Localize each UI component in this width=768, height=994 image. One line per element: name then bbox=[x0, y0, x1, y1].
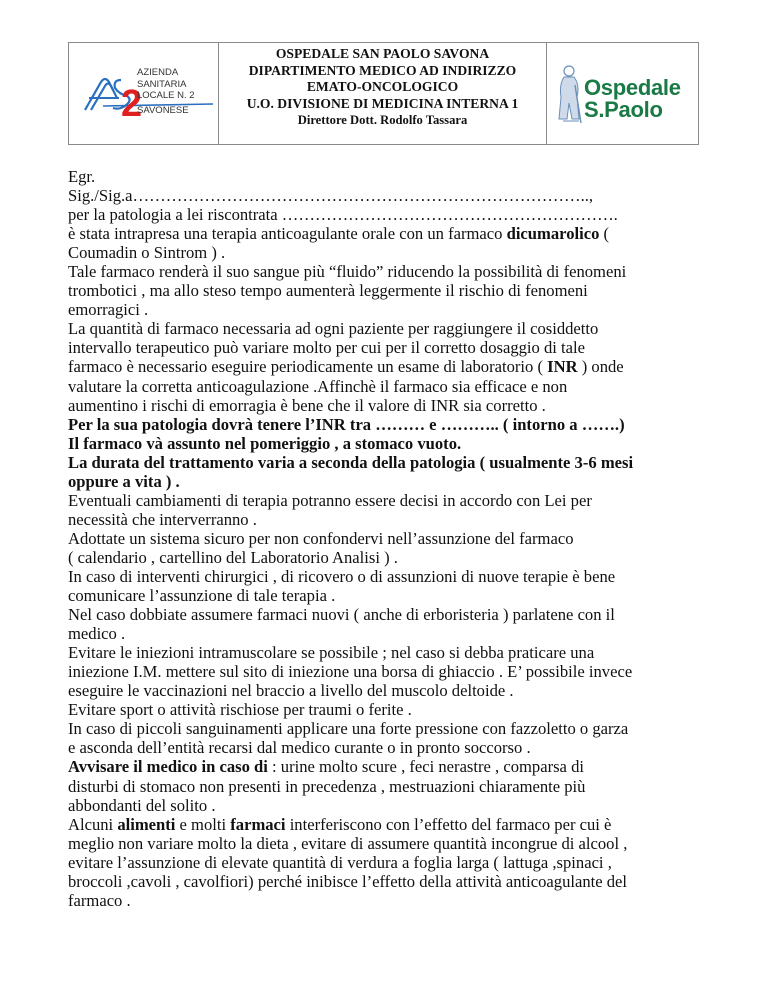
text-line: meglio non variare molto la dieta , evitare di assumere quantità incongrue di alcool , bbox=[68, 833, 628, 853]
text-line: necessità che interverranno . bbox=[68, 509, 257, 529]
asl-logo-cell bbox=[69, 43, 219, 144]
director-name: Direttore Dott. Rodolfo Tassara bbox=[297, 113, 468, 127]
ospedale-logo-cell bbox=[547, 43, 698, 144]
text-line: evitare l’assunzione di elevate quantità di verdura a foglia larga ( lattuga ,spinaci , bbox=[68, 852, 612, 872]
unit-name: U.O. DIVISIONE DI MEDICINA INTERNA 1 bbox=[246, 95, 519, 111]
text-line: valutare la corretta anticoagulazione .Affinchè il farmaco sia efficace e non bbox=[68, 376, 568, 396]
text-line: trombotici , ma allo steso tempo aumenterà leggermente il rischio di fenomeni bbox=[68, 281, 588, 301]
treatment-duration-line-2: oppure a vita ) . bbox=[68, 471, 180, 491]
text-line: medico . bbox=[68, 624, 126, 644]
svg-text:2: 2 bbox=[121, 83, 143, 118]
asl-line-sanitaria: SANITARIA bbox=[137, 78, 187, 90]
ospedale-san-paolo-logo-text bbox=[584, 77, 681, 121]
asl-line-azienda: AZIENDA bbox=[137, 67, 179, 78]
text-line: ( calendario , cartellino del Laboratorio Analisi ) . bbox=[68, 547, 398, 567]
letterhead-title-cell bbox=[219, 43, 547, 144]
text-line: Avvisare il medico in caso di : urine molto scure , feci nerastre , comparsa di bbox=[68, 757, 584, 777]
bold-inr: INR bbox=[547, 357, 578, 377]
bold-dicumarolico: dicumarolico bbox=[506, 224, 600, 244]
text-line: Adottate un sistema sicuro per non confondervi nell’assunzione del farmaco bbox=[68, 528, 574, 548]
text-line: è stata intrapresa una terapia anticoagulante orale con un farmaco dicumarolico ( bbox=[68, 224, 610, 244]
department-line-2: EMATO-ONCOLOGICO bbox=[306, 79, 459, 94]
text-line: farmaco . bbox=[68, 890, 131, 910]
asl-logo-text bbox=[137, 67, 195, 116]
text-line: intervallo terapeutico può variare molto per cui per il corretto dosaggio di tale bbox=[68, 338, 585, 358]
text-line: abbondanti del solito . bbox=[68, 795, 216, 815]
text-line: comunicare l’assunzione di tale terapia . bbox=[68, 586, 336, 606]
asl-line-locale: LOCALE N. 2 bbox=[137, 90, 195, 101]
addressee-blank-line: Sig./Sig.a……………………………………………………………………….., bbox=[68, 186, 594, 206]
text-line: Evitare le iniezioni intramuscolare se possibile ; nel caso si debba praticare una bbox=[68, 643, 595, 663]
bold-farmaci: farmaci bbox=[230, 814, 286, 834]
text-line: Alcuni alimenti e molti farmaci interferiscono con l’effetto del farmaco per cui è bbox=[68, 814, 612, 834]
text-line: Evitare sport o attività rischiose per traumi o ferite . bbox=[68, 700, 412, 720]
text-line: aumentino i rischi di emorragia è bene che il valore di INR sia corretto . bbox=[68, 395, 546, 415]
text-line: broccoli ,cavoli , cavolfiori) perché inibisce l’effetto della attività anticoagulante del bbox=[68, 871, 628, 891]
saint-paul-figure-icon bbox=[555, 63, 585, 127]
logo-s-paolo: S.Paolo bbox=[584, 97, 663, 122]
text-line: Coumadin o Sintrom ) . bbox=[68, 243, 226, 263]
text-line: Tale farmaco renderà il suo sangue più “fluido” riducendo la possibilità di fenomeni bbox=[68, 262, 627, 282]
asl-line-savonese: SAVONESE bbox=[137, 104, 189, 116]
inr-range-blank-line: Per la sua patologia dovrà tenere l’INR tra ……… e ……….. ( intorno a …….) bbox=[68, 414, 625, 434]
text-line: La quantità di farmaco necessaria ad ogni paziente per raggiungere il cosiddetto bbox=[68, 319, 599, 339]
department-line-1: DIPARTIMENTO MEDICO AD INDIRIZZO bbox=[248, 62, 517, 78]
salutation: Egr. bbox=[68, 167, 96, 186]
text-line: Eventuali cambiamenti di terapia potranno essere decisi in accordo con Lei per bbox=[68, 490, 592, 510]
hospital-name: OSPEDALE SAN PAOLO SAVONA bbox=[275, 46, 490, 61]
letter-body bbox=[68, 167, 708, 910]
text-line: In caso di interventi chirurgici , di ricovero o di assunzioni di nuove terapie è bene bbox=[68, 566, 616, 586]
letterhead-table bbox=[68, 42, 699, 145]
bold-alimenti: alimenti bbox=[117, 814, 176, 834]
text-line: iniezione I.M. mettere sul sito di iniezione una borsa di ghiaccio . E’ possibile invece bbox=[68, 662, 633, 682]
text-line: e asconda dell’entità recarsi dal medico curante o in pronto soccorso . bbox=[68, 738, 531, 758]
text-line: eseguire le vaccinazioni nel braccio a livello del muscolo deltoide . bbox=[68, 681, 514, 701]
pathology-blank-line: per la patologia a lei riscontrata ……………………………………………………. bbox=[68, 205, 618, 225]
text-line: disturbi di stomaco non presenti in precedenza , mestruazioni chiaramente più bbox=[68, 776, 586, 796]
text-line: Nel caso dobbiate assumere farmaci nuovi ( anche di erboristeria ) parlatene con il bbox=[68, 605, 615, 625]
text-line: farmaco è necessario eseguire periodicamente un esame di laboratorio ( INR ) onde bbox=[68, 357, 624, 377]
treatment-duration-line-1: La durata del trattamento varia a seconda della patologia ( usualmente 3-6 mesi bbox=[68, 452, 634, 472]
bold-warning-lead: Avvisare il medico in caso di bbox=[68, 757, 268, 777]
text-line: emorragici . bbox=[68, 300, 149, 320]
dosing-instruction: Il farmaco và assunto nel pomeriggio , a stomaco vuoto. bbox=[68, 433, 462, 453]
text-line: In caso di piccoli sanguinamenti applicare una forte pressione con fazzoletto o garza bbox=[68, 719, 629, 739]
logo-ospedale: Ospedale bbox=[584, 75, 681, 100]
